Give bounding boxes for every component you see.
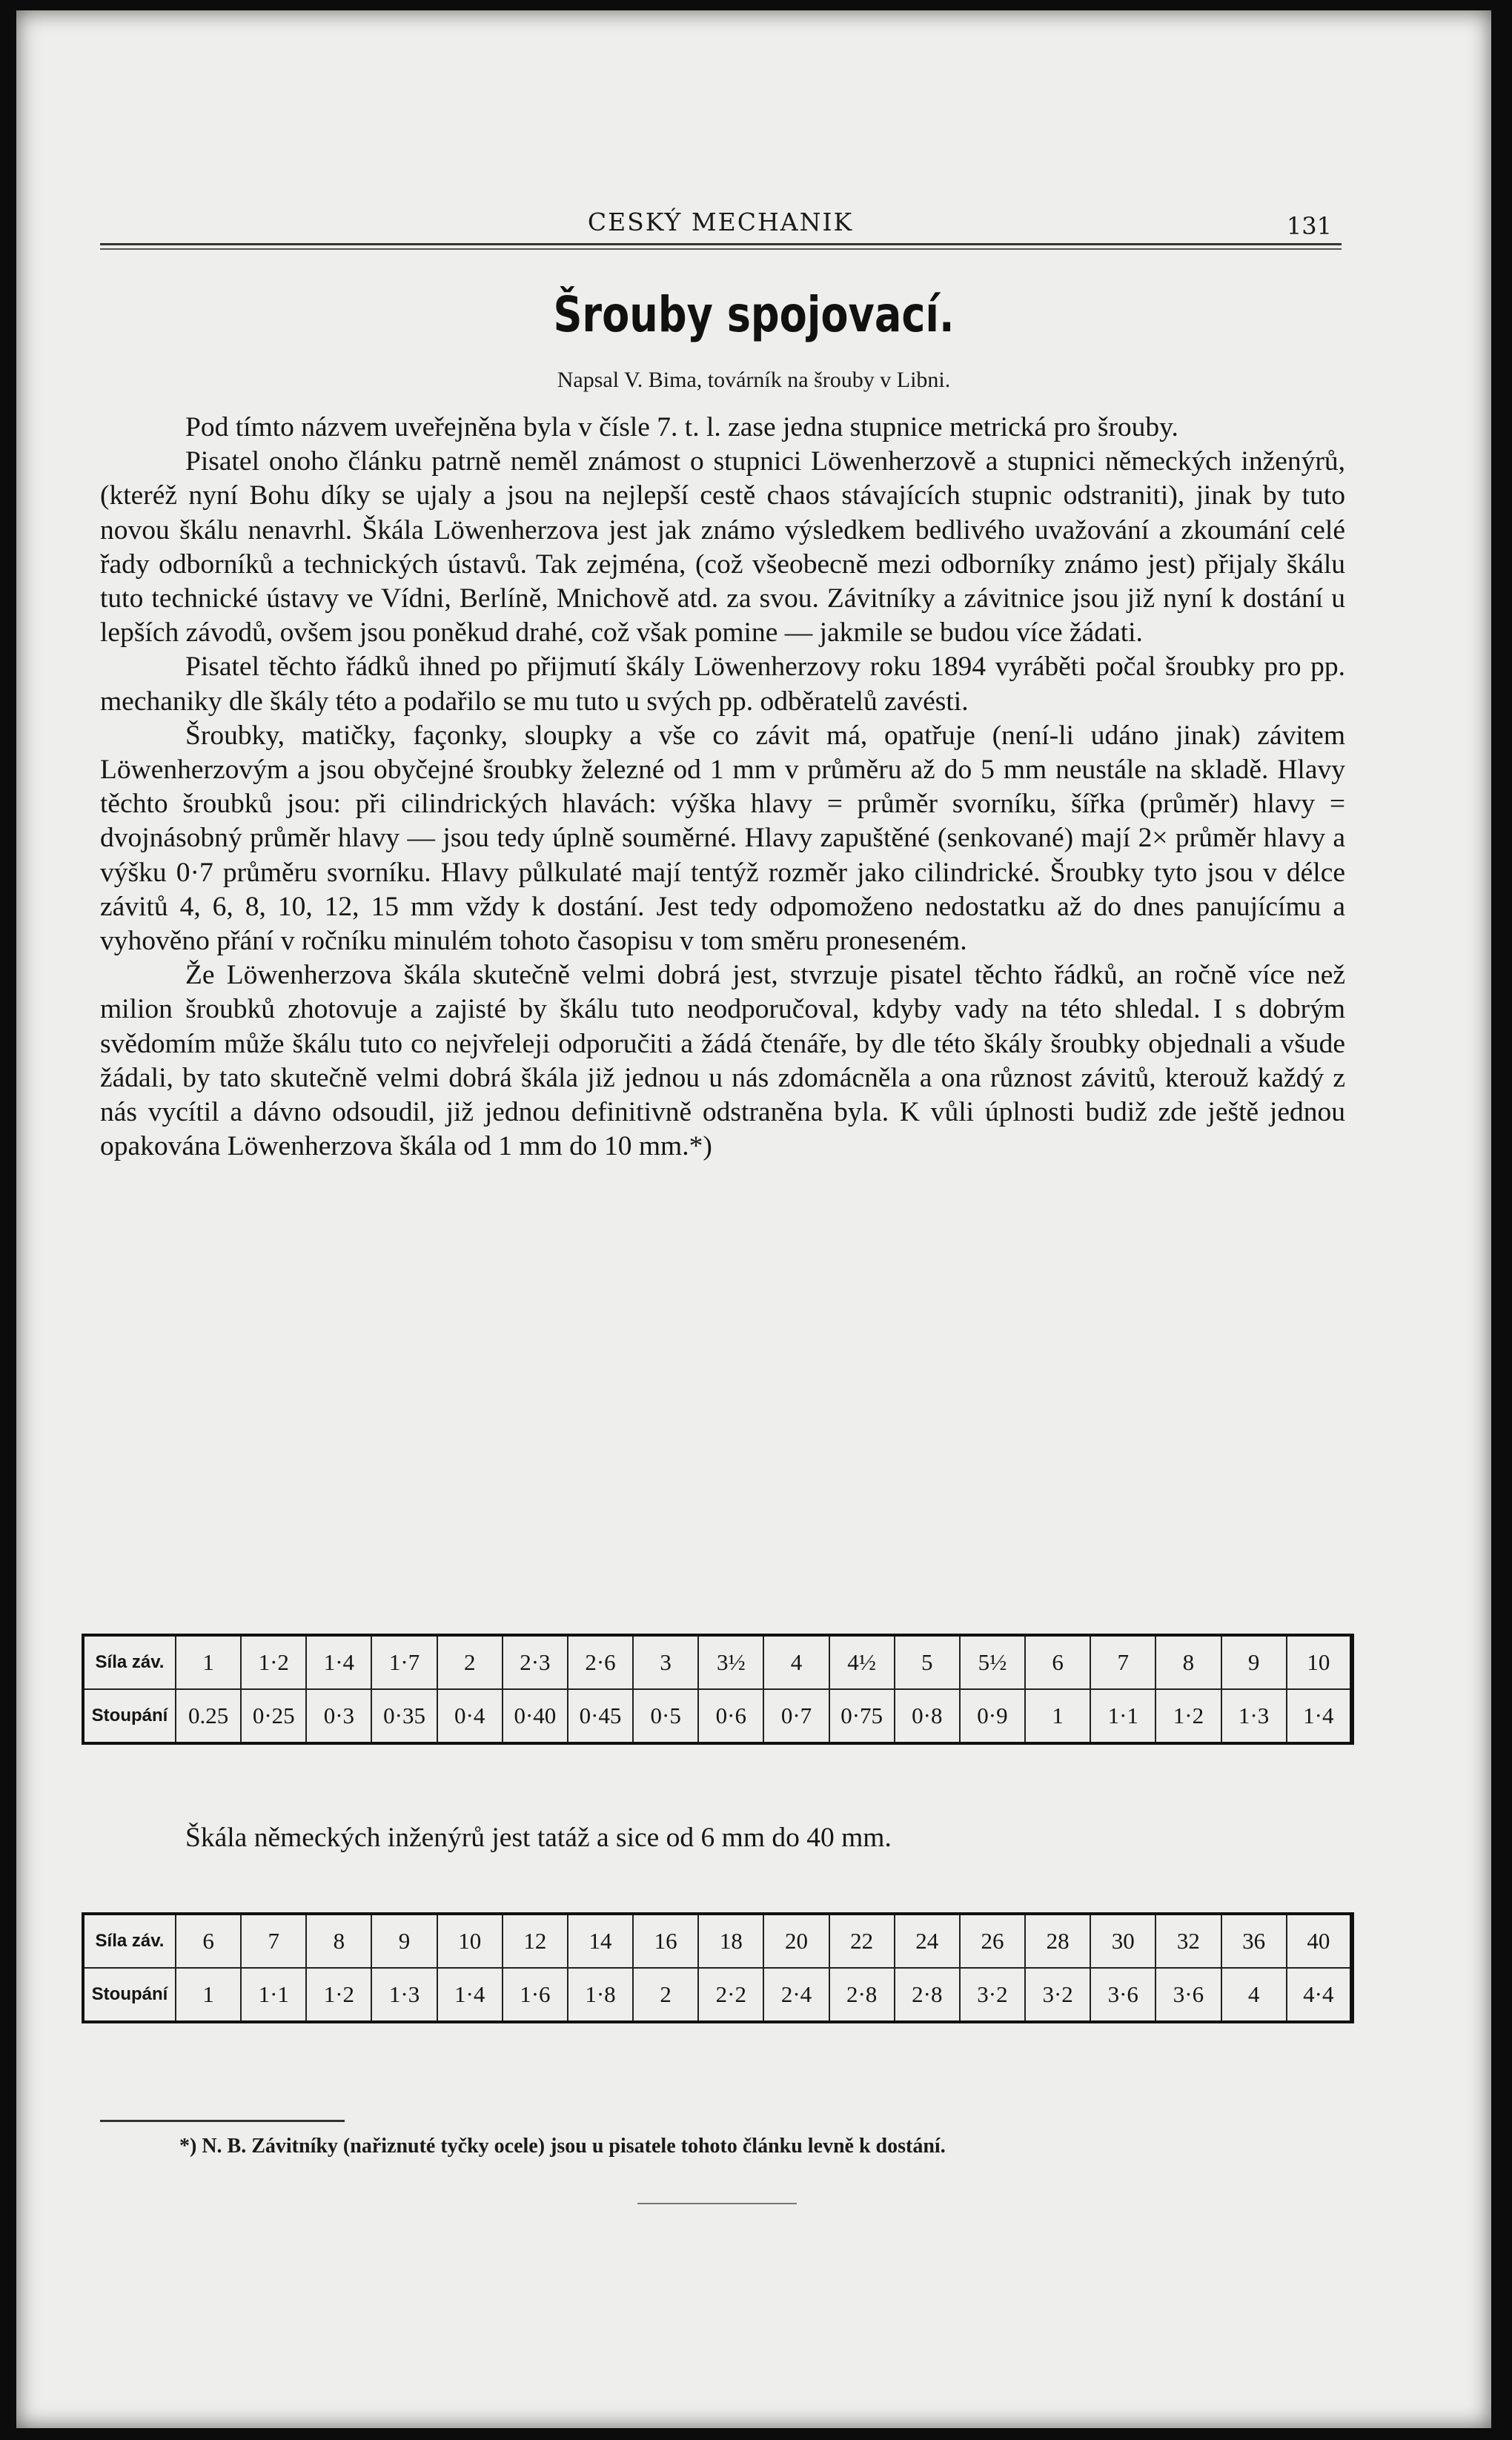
table-cell: 0·7 — [763, 1689, 829, 1743]
table-cell: 3½ — [698, 1635, 763, 1689]
table-cell: 1·2 — [306, 1968, 371, 2022]
table-cell: 12 — [503, 1914, 568, 1968]
row-label: Stoupání — [83, 1968, 176, 2022]
table-row — [83, 1968, 1352, 2022]
table-cell: 0·45 — [568, 1689, 633, 1743]
table-cell: 2·8 — [829, 1968, 895, 2022]
table-cell: 0·75 — [829, 1689, 895, 1743]
table-cell: 3·2 — [960, 1968, 1025, 2022]
table-cell: 1·2 — [241, 1635, 306, 1689]
byline: Napsal V. Bima, továrník na šrouby v Libni. — [557, 368, 951, 392]
table-cell: 9 — [1221, 1635, 1287, 1689]
table-cell: 40 — [1287, 1914, 1352, 1968]
table-cell: 1·3 — [1221, 1689, 1287, 1743]
table-cell: 16 — [633, 1914, 698, 1968]
header-rule-secondary — [100, 248, 1342, 250]
table-cell: 2·8 — [895, 1968, 960, 2022]
table-cell: 4 — [1221, 1968, 1287, 2022]
table-cell: 3·6 — [1155, 1968, 1221, 2022]
footnote-rule — [100, 2120, 345, 2122]
row-label: Síla záv. — [95, 1931, 165, 1951]
table-cell: 2·2 — [698, 1968, 763, 2022]
paragraph: Pisatel onoho článku patrně neměl známost o stupnici Löwenherzově a stupnici německých inženýrů, (kteréž nyní Bohu díky se ujaly a jsou na nejlepší cestě chaos stávajících stupnic odstraniti), jinak by tuto novou škálu nenavrhl. Škála Löwenherzova jest jak známo výsledkem bedlivého uvažování a zkoumání celé řady odborníků a technických ústavů. Tak zejména, (což všeobecně mezi odborníky známo jest) přijaly škálu tuto technické ústavy ve Vídni, Berlíně, Mnichově atd. za svou. Závitníky a závitnice jsou již nyní k dostání u lepších závodů, ovšem jsou poněkud drahé, což však pomine — jakmile se budou více žádati. — [100, 446, 1345, 649]
table-cell: 6 — [1025, 1635, 1090, 1689]
header-rule — [100, 243, 1342, 245]
table-cell: 3 — [633, 1635, 698, 1689]
table-cell: 30 — [1090, 1914, 1155, 1968]
table-cell: 1·4 — [1287, 1689, 1352, 1743]
table-cell: 20 — [763, 1914, 829, 1968]
table-cell: 1·2 — [1155, 1689, 1221, 1743]
end-rule — [637, 2203, 797, 2204]
table-cell: 0·5 — [633, 1689, 698, 1743]
table-cell: 2 — [437, 1635, 503, 1689]
paragraph: Šroubky, matičky, façonky, sloupky a vše co závit má, opatřuje (není-li udáno jinak) závitem Löwenherzovým a jsou obyčejné šroubky železné od 1 mm v průměru až do 5 mm neustále na skladě. Hlavy těchto šroubků jsou: při cilindrických hlavách: výška hlavy = průměr svorníku, šířka (průměr) hlavy = dvojnásobný průměr hlavy — jsou tedy úplně souměrné. Hlavy zapuštěné (senkované) mají 2× průměr hlavy a výšku 0·7 průměru svorníku. Hlavy půlkulaté mají tentýž rozměr jako cilindrické. Šroubky tyto jsou v délce závitů 4, 6, 8, 10, 12, 15 mm vždy k dostání. Jest tedy odpomoženo nedostatku až do dnes panujícímu a vyhověno přání v ročníku minulém tohoto časopisu v tom směru proneseném. — [100, 720, 1345, 957]
table-cell: 0·3 — [306, 1689, 371, 1743]
footnote: *) N. B. Závitníky (nařiznuté tyčky ocele) jsou u pisatele tohoto článku levně k dostání. — [179, 2135, 946, 2158]
table-cell: 3·6 — [1090, 1968, 1155, 2022]
row-label: Síla záv. — [95, 1652, 165, 1672]
table-cell: 2 — [633, 1968, 698, 2022]
table-row — [83, 1635, 1352, 1689]
table-cell: 24 — [895, 1914, 960, 1968]
table-row — [83, 1689, 1352, 1743]
table-cell: 2·3 — [503, 1635, 568, 1689]
table-cell: 1·1 — [241, 1968, 306, 2022]
german-engineers-scale-table — [82, 1912, 1354, 2023]
table-cell: 0·35 — [371, 1689, 437, 1743]
table-cell: 6 — [176, 1914, 241, 1968]
table-cell: 10 — [437, 1914, 503, 1968]
table-cell: 0·8 — [895, 1689, 960, 1743]
table-cell: 0·9 — [960, 1689, 1025, 1743]
table-cell: 5 — [895, 1635, 960, 1689]
journal-title: CESKÝ MECHANIK — [587, 208, 854, 236]
table-cell: 4½ — [829, 1635, 895, 1689]
table-cell: 36 — [1221, 1914, 1287, 1968]
table-cell: 4·4 — [1287, 1968, 1352, 2022]
table-cell: 1 — [176, 1635, 241, 1689]
table-cell: 7 — [1090, 1635, 1155, 1689]
table-cell: 7 — [241, 1914, 306, 1968]
table-cell: 26 — [960, 1914, 1025, 1968]
table-cell: 1·7 — [371, 1635, 437, 1689]
table-cell: 1·8 — [568, 1968, 633, 2022]
table-cell: 2·6 — [568, 1635, 633, 1689]
table-cell: 1·6 — [503, 1968, 568, 2022]
row-label: Stoupání — [83, 1689, 176, 1743]
table-cell: 3·2 — [1025, 1968, 1090, 2022]
table-cell: 18 — [698, 1914, 763, 1968]
table-cell: 0.25 — [176, 1689, 241, 1743]
running-head — [102, 208, 1339, 252]
table-cell: 9 — [371, 1914, 437, 1968]
paragraph: Pod tímto názvem uveřejněna byla v čísle 7. t. l. zase jedna stupnice metrická pro šrouby. — [185, 412, 1178, 442]
table-caption: Škála německých inženýrů jest tatáž a sice od 6 mm do 40 mm. — [185, 1823, 892, 1853]
table-cell: 1·1 — [1090, 1689, 1155, 1743]
table-cell: 22 — [829, 1914, 895, 1968]
table-cell: 28 — [1025, 1914, 1090, 1968]
table-cell: 5½ — [960, 1635, 1025, 1689]
document-page — [16, 10, 1491, 2428]
table-cell: 2·4 — [763, 1968, 829, 2022]
table-cell: 8 — [306, 1914, 371, 1968]
table-cell: 14 — [568, 1914, 633, 1968]
paragraph: Že Löwenherzova škála skutečně velmi dobrá jest, stvrzuje pisatel těchto řádků, an ročně více než milion šroubků zhotovuje a zajisté by škálu tuto neodporučoval, kdyby vady na této shledal. I s dobrým svědomím může škálu tuto co nejvřeleji odporučiti a žádá čtenáře, by dle této škály šroubky objednali a všude žádali, by tato skutečně velmi dobrá škála již jednou u nás zdomácněla a ona různost závitů, kterouž každý z nás vycítil a dávno odsoudil, již jednou definitivně odstraněna byla. K vůli úplnosti budiž zde ještě jednou opakována Löwenherzova škála od 1 mm do 10 mm.*) — [100, 960, 1345, 1162]
table-cell: 0·40 — [503, 1689, 568, 1743]
article-body — [100, 411, 1345, 1164]
lowenherz-scale-table — [82, 1634, 1354, 1745]
table-cell: 10 — [1287, 1635, 1352, 1689]
table-cell: 32 — [1155, 1914, 1221, 1968]
table-cell: 1 — [1025, 1689, 1090, 1743]
table-row — [83, 1914, 1352, 1968]
table-cell: 1 — [176, 1968, 241, 2022]
article-title: Šrouby spojovací. — [553, 286, 955, 343]
table-cell: 8 — [1155, 1635, 1221, 1689]
page-number: 131 — [1286, 212, 1332, 240]
table-cell: 0·6 — [698, 1689, 763, 1743]
table-cell: 1·4 — [306, 1635, 371, 1689]
table-cell: 0·4 — [437, 1689, 503, 1743]
table-cell: 4 — [763, 1635, 829, 1689]
paragraph: Pisatel těchto řádků ihned po přijmutí škály Löwenherzovy roku 1894 vyráběti počal šroubky pro pp. mechaniky dle škály této a podařilo se mu tuto u svých pp. odběratelů zavésti. — [100, 652, 1345, 717]
table-cell: 0·25 — [241, 1689, 306, 1743]
table-cell: 1·3 — [371, 1968, 437, 2022]
table-cell: 1·4 — [437, 1968, 503, 2022]
